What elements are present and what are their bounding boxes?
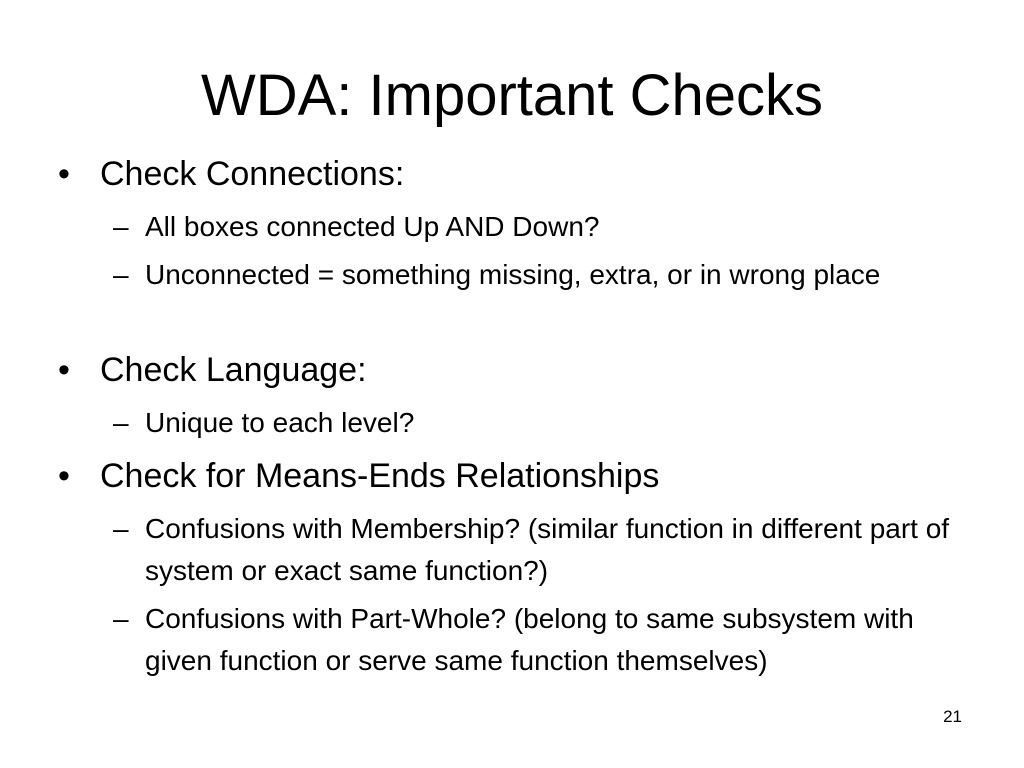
sub-bullet-text: Confusions with Part-Whole? (belong to same subsystem with given function or serve same function themselves) [145, 603, 914, 676]
bullet-marker: • [58, 155, 70, 193]
bullet-text: Check Language: [100, 351, 367, 389]
sub-bullet-all-boxes-connected [113, 206, 965, 248]
sub-bullet-confusions-part-whole [113, 598, 965, 682]
sub-bullet-marker: – [113, 603, 129, 634]
sub-bullet-text: All boxes connected Up AND Down? [145, 211, 600, 242]
bullet-means-ends-relationships [58, 454, 660, 498]
sub-bullet-text: Unconnected = something missing, extra, or in wrong place [145, 259, 881, 290]
sub-bullet-marker: – [113, 407, 129, 438]
sub-bullet-text: Unique to each level? [145, 407, 415, 438]
sub-bullet-marker: – [113, 259, 129, 290]
page-number: 21 [943, 707, 962, 726]
sub-bullet-unconnected [113, 254, 965, 296]
sub-bullet-marker: – [113, 513, 129, 544]
slide-title: WDA: Important Checks [200, 63, 824, 128]
sub-bullet-confusions-membership [113, 508, 965, 592]
bullet-text: Check for Means-Ends Relationships [100, 457, 660, 495]
bullet-check-connections [58, 152, 405, 196]
sub-bullet-text: Confusions with Membership? (similar function in different part of system or exact same function?) [145, 513, 950, 586]
sub-bullet-unique-to-each-level [113, 402, 965, 444]
bullet-marker: • [58, 457, 70, 495]
bullet-check-language [58, 348, 367, 392]
bullet-text: Check Connections: [100, 155, 405, 193]
sub-bullet-marker: – [113, 211, 129, 242]
bullet-marker: • [58, 351, 70, 389]
